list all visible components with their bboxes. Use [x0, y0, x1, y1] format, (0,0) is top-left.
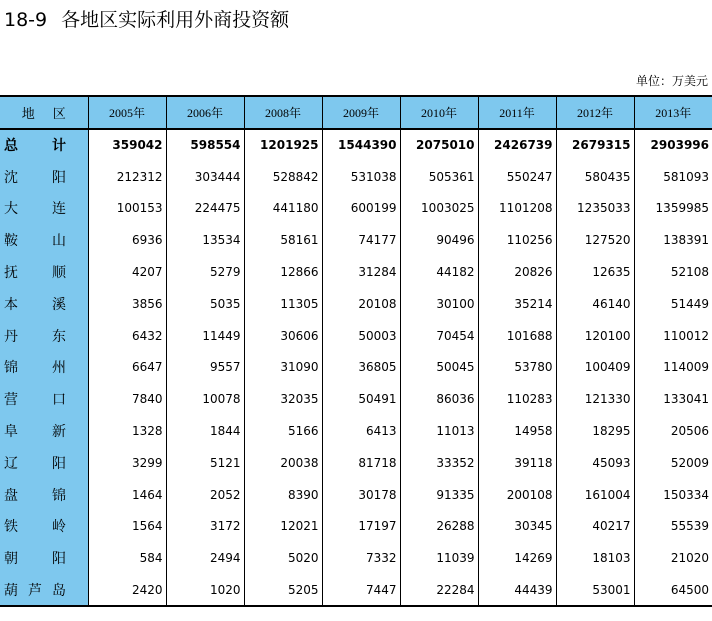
value-cell: 52009: [670, 455, 709, 470]
value-cell: 303444: [166, 161, 244, 193]
region-char: 总: [4, 138, 18, 155]
table-row: [0, 288, 712, 320]
value-cell: 5205: [244, 574, 322, 606]
value-cell: 212312: [88, 161, 166, 193]
value-cell: 2679315: [556, 129, 634, 161]
region-char: 葫: [4, 582, 18, 599]
table-row: [0, 193, 712, 225]
value-cell: 35214: [478, 288, 556, 320]
value-cell: 18103: [556, 542, 634, 574]
region-char: 溪: [52, 296, 66, 313]
value-cell: 1564: [88, 511, 166, 543]
value-cell: 110283: [478, 383, 556, 415]
value-cell: 528842: [244, 161, 322, 193]
value-cell: 600199: [322, 193, 400, 225]
value-cell: 200108: [478, 479, 556, 511]
region-char: 岛: [52, 582, 66, 599]
region-cell: [0, 415, 88, 447]
value-cell: 14958: [478, 415, 556, 447]
value-cell: 11013: [400, 415, 478, 447]
value-cell: 505361: [400, 161, 478, 193]
value-cell: 1020: [166, 574, 244, 606]
value-cell: 550247: [478, 161, 556, 193]
value-cell: 30606: [244, 320, 322, 352]
table-row: [0, 320, 712, 352]
region-char: 营: [4, 392, 18, 409]
region-char: 本: [4, 296, 18, 313]
value-cell: 598554: [166, 129, 244, 161]
region-cell: [0, 320, 88, 352]
value-cell: 2075010: [400, 129, 478, 161]
value-cell: 26288: [400, 511, 478, 543]
value-cell: 127520: [556, 224, 634, 256]
value-cell: 50003: [322, 320, 400, 352]
value-cell: 5279: [166, 256, 244, 288]
value-cell: 6936: [88, 224, 166, 256]
value-cell: 17197: [322, 511, 400, 543]
value-cell: 121330: [556, 383, 634, 415]
table-row: [0, 256, 712, 288]
value-cell: 30100: [400, 288, 478, 320]
region-cell: [0, 383, 88, 415]
value-cell: 20038: [244, 447, 322, 479]
value-cell: 86036: [400, 383, 478, 415]
header-year: 2010年: [400, 96, 478, 129]
value-cell: 2052: [166, 479, 244, 511]
value-cell: 18295: [556, 415, 634, 447]
value-cell: 22284: [400, 574, 478, 606]
value-cell: 58161: [244, 224, 322, 256]
value-cell: 14269: [478, 542, 556, 574]
value-cell: 1003025: [400, 193, 478, 225]
region-char: 锦: [52, 487, 66, 504]
value-cell: 7447: [322, 574, 400, 606]
region-char: 辽: [4, 455, 18, 472]
region-char: 山: [52, 233, 66, 250]
header-year: 2006年: [166, 96, 244, 129]
region-cell: [0, 161, 88, 193]
region-char: 大: [4, 201, 18, 218]
region-char: 阳: [52, 169, 66, 186]
region-char: 沈: [4, 169, 18, 186]
value-cell: 150334: [663, 487, 709, 502]
table-row: [0, 224, 712, 256]
value-cell: 20826: [478, 256, 556, 288]
header-region-char: 地: [21, 107, 35, 122]
value-cell: 53780: [478, 352, 556, 384]
value-cell: 10078: [166, 383, 244, 415]
value-cell: 3299: [88, 447, 166, 479]
value-cell: 31090: [244, 352, 322, 384]
value-cell: 161004: [556, 479, 634, 511]
table-row: [0, 161, 712, 193]
value-cell: 46140: [556, 288, 634, 320]
page-title: [4, 5, 289, 32]
region-char: 铁: [4, 519, 18, 536]
value-cell: 441180: [244, 193, 322, 225]
value-cell: 12635: [556, 256, 634, 288]
value-cell: 9557: [166, 352, 244, 384]
value-cell: 70454: [400, 320, 478, 352]
value-cell: 44439: [478, 574, 556, 606]
value-cell: 6413: [322, 415, 400, 447]
region-cell: [0, 479, 88, 511]
header-region: [0, 96, 88, 129]
value-cell: 1328: [88, 415, 166, 447]
value-cell: 12021: [244, 511, 322, 543]
region-char: 连: [52, 201, 66, 218]
value-cell: 1235033: [556, 193, 634, 225]
value-cell: 20108: [322, 288, 400, 320]
header-row: [0, 96, 712, 129]
region-cell: [0, 288, 88, 320]
region-char: 抚: [4, 265, 18, 282]
value-cell: 1359985: [655, 201, 709, 216]
value-cell: 100409: [556, 352, 634, 384]
region-cell: [0, 542, 88, 574]
region-cell: [0, 256, 88, 288]
value-cell: 6432: [88, 320, 166, 352]
value-cell: 5035: [166, 288, 244, 320]
value-cell: 110012: [663, 328, 709, 343]
region-cell: [0, 352, 88, 384]
header-year: 2005年: [88, 96, 166, 129]
region-cell: [0, 193, 88, 225]
value-cell: 5121: [166, 447, 244, 479]
value-cell: 359042: [88, 129, 166, 161]
table-number: 18-9: [4, 9, 48, 31]
value-cell: 4207: [88, 256, 166, 288]
region-char: 州: [52, 360, 66, 377]
value-cell: 1844: [166, 415, 244, 447]
value-cell: 224475: [166, 193, 244, 225]
value-cell: 20506: [670, 424, 709, 439]
value-cell: 74177: [322, 224, 400, 256]
value-cell: 21020: [670, 551, 709, 566]
value-cell: 11039: [400, 542, 478, 574]
region-cell: [0, 224, 88, 256]
value-cell: 36805: [322, 352, 400, 384]
value-cell: 3856: [88, 288, 166, 320]
value-cell: 3172: [166, 511, 244, 543]
region-cell: [0, 447, 88, 479]
value-cell: 8390: [244, 479, 322, 511]
value-cell: 5166: [244, 415, 322, 447]
region-char: 顺: [52, 265, 66, 282]
value-cell: 7840: [88, 383, 166, 415]
value-cell: 51449: [670, 296, 709, 311]
region-cell: [0, 574, 88, 606]
value-cell: 50045: [400, 352, 478, 384]
value-cell: 64500: [634, 574, 712, 606]
region-char: 计: [52, 138, 66, 155]
value-cell: 133041: [663, 392, 709, 407]
region-char: 鞍: [4, 233, 18, 250]
value-cell: 1544390: [322, 129, 400, 161]
value-cell: 30178: [322, 479, 400, 511]
region-char: 阜: [4, 424, 18, 441]
value-cell: 581093: [663, 169, 709, 184]
table-row: [0, 479, 712, 511]
header-region-char: 区: [52, 107, 66, 122]
value-cell: 39118: [478, 447, 556, 479]
value-cell: 44182: [400, 256, 478, 288]
data-table: [0, 95, 712, 607]
value-cell: 40217: [556, 511, 634, 543]
header-year: 2013年: [634, 96, 712, 129]
value-cell: 30345: [478, 511, 556, 543]
region-char: 芦: [28, 582, 42, 599]
value-cell: 13534: [166, 224, 244, 256]
region-char: 口: [52, 392, 66, 409]
value-cell: 110256: [478, 224, 556, 256]
region-char: 新: [52, 424, 66, 441]
region-char: 丹: [4, 328, 18, 345]
region-cell: [0, 511, 88, 543]
value-cell: 1101208: [478, 193, 556, 225]
value-cell: 580435: [556, 161, 634, 193]
value-cell: 33352: [400, 447, 478, 479]
value-cell: 45093: [556, 447, 634, 479]
header-year: 2012年: [556, 96, 634, 129]
table-title: 各地区实际利用外商投资额: [61, 9, 290, 31]
header-year: 2011年: [478, 96, 556, 129]
value-cell: 531038: [322, 161, 400, 193]
value-cell: 55539: [670, 519, 709, 534]
value-cell: 138391: [663, 233, 709, 248]
value-cell: 2426739: [478, 129, 556, 161]
region-cell: [0, 129, 88, 161]
table-row: [0, 542, 712, 574]
table-row: [0, 383, 712, 415]
value-cell: 120100: [556, 320, 634, 352]
value-cell: 53001: [556, 574, 634, 606]
value-cell: 81718: [322, 447, 400, 479]
table-row: [0, 129, 712, 161]
value-cell: 2494: [166, 542, 244, 574]
value-cell: 1464: [88, 479, 166, 511]
table-row: [0, 574, 712, 606]
header-year: 2008年: [244, 96, 322, 129]
value-cell: 2903996: [650, 138, 709, 153]
value-cell: 5020: [244, 542, 322, 574]
table-row: [0, 447, 712, 479]
value-cell: 50491: [322, 383, 400, 415]
value-cell: 31284: [322, 256, 400, 288]
value-cell: 100153: [88, 193, 166, 225]
region-char: 阳: [52, 455, 66, 472]
value-cell: 1201925: [244, 129, 322, 161]
value-cell: 2420: [88, 574, 166, 606]
region-char: 岭: [52, 519, 66, 536]
value-cell: 6647: [88, 352, 166, 384]
region-char: 锦: [4, 360, 18, 377]
table-row: [0, 511, 712, 543]
value-cell: 32035: [244, 383, 322, 415]
header-year: 2009年: [322, 96, 400, 129]
value-cell: 7332: [322, 542, 400, 574]
value-cell: 101688: [478, 320, 556, 352]
table-row: [0, 352, 712, 384]
region-char: 朝: [4, 551, 18, 568]
value-cell: 52108: [670, 265, 709, 280]
value-cell: 90496: [400, 224, 478, 256]
value-cell: 114009: [663, 360, 709, 375]
value-cell: 12866: [244, 256, 322, 288]
table-row: [0, 415, 712, 447]
unit-label: 单位：万美元: [635, 74, 708, 88]
value-cell: 11449: [166, 320, 244, 352]
value-cell: 584: [88, 542, 166, 574]
region-char: 盘: [4, 487, 18, 504]
region-char: 东: [52, 328, 66, 345]
region-char: 阳: [52, 551, 66, 568]
value-cell: 91335: [400, 479, 478, 511]
value-cell: 11305: [244, 288, 322, 320]
